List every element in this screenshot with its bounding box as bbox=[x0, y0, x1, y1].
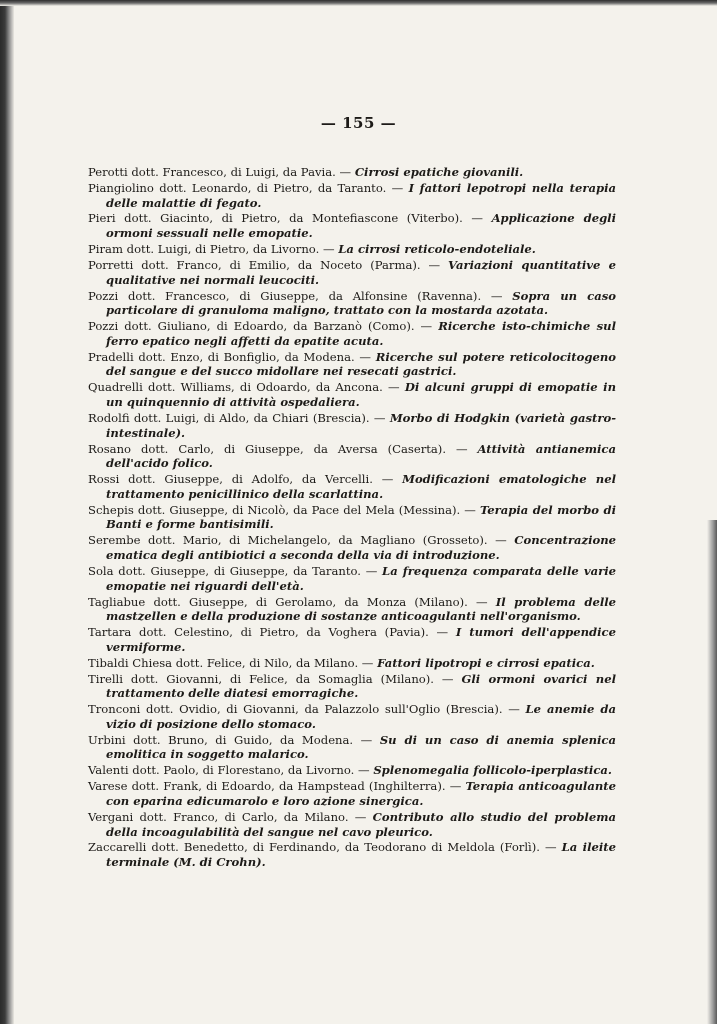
list-item bbox=[88, 810, 616, 839]
entry-title: Di alcuni gruppi di emopatie in un quinquennio di attività ospedaliera. bbox=[106, 380, 616, 410]
scan-edge-left bbox=[0, 0, 14, 1024]
entry-title: La cirrosi reticolo-endoteliale. bbox=[338, 242, 536, 257]
entry-author: Tronconi dott. Ovidio, di Giovanni, da Palazzolo sull'Oglio (Brescia). — bbox=[88, 702, 520, 717]
entry-title: Sopra un caso particolare di granuloma maligno, trattato con la mostarda azotata. bbox=[106, 288, 616, 318]
entry-author: Tagliabue dott. Giuseppe, di Gerolamo, da Monza (Milano). — bbox=[88, 594, 488, 609]
list-item bbox=[88, 258, 616, 287]
list-item bbox=[88, 472, 616, 501]
entry-title: La ileite terminale (M. di Crohn). bbox=[106, 840, 616, 870]
list-item bbox=[88, 181, 616, 210]
entry-author: Rosano dott. Carlo, di Giuseppe, da Aversa (Caserta). — bbox=[88, 441, 468, 456]
entry-title: Morbo di Hodgkin (varietà gastro-intestinale). bbox=[106, 410, 617, 440]
list-item bbox=[88, 779, 616, 808]
entry-author: Quadrelli dott. Williams, di Odoardo, da Ancona. — bbox=[88, 380, 400, 395]
entry-author: Schepis dott. Giuseppe, di Nicolò, da Pace del Mela (Messina). — bbox=[88, 502, 476, 517]
list-item bbox=[88, 625, 616, 654]
entry-title: Ricerche isto-chimiche sul ferro epatico negli affetti da epatite acuta. bbox=[106, 319, 616, 348]
list-item bbox=[88, 533, 616, 562]
entry-author: Piangiolino dott. Leonardo, di Pietro, da Taranto. — bbox=[88, 180, 404, 195]
entry-title: Concentrazione ematica degli antibiotici a seconda della via di introduzione. bbox=[106, 533, 617, 563]
entry-author: Piram dott. Luigi, di Pietro, da Livorno. — bbox=[88, 242, 335, 257]
entry-author: Zaccarelli dott. Benedetto, di Ferdinando, da Teodorano di Meldola (Forlì). — bbox=[88, 840, 557, 855]
list-item bbox=[88, 319, 616, 348]
entry-title: Contributo allo studio del problema della incoagulabilità del sangue nel cavo pleurico. bbox=[106, 809, 616, 839]
entry-author: Vergani dott. Franco, di Carlo, da Milano. — bbox=[88, 809, 367, 824]
entry-title: I tumori dell'appendice vermiforme. bbox=[106, 625, 616, 654]
entry-title: Su di un caso di anemia splenica emolitica in soggetto malarico. bbox=[106, 732, 617, 762]
entry-title: Le anemie da vizio di posizione dello stomaco. bbox=[106, 702, 616, 731]
entry-author: Serembe dott. Mario, di Michelangelo, da Magliano (Grosseto). — bbox=[88, 533, 507, 548]
entry-author: Tartara dott. Celestino, di Pietro, da Voghera (Pavia). — bbox=[88, 625, 449, 640]
list-item bbox=[88, 211, 616, 240]
entry-title: Fattori lipotropi e cirrosi epatica. bbox=[377, 655, 595, 670]
page-number: — 155 — bbox=[320, 114, 397, 132]
list-item bbox=[88, 564, 616, 593]
entry-list bbox=[88, 165, 616, 871]
entry-author: Pieri dott. Giacinto, di Pietro, da Montefiascone (Viterbo). — bbox=[88, 211, 483, 226]
entry-title: Attività antianemica dell'acido folico. bbox=[106, 441, 616, 471]
scan-edge-top bbox=[0, 0, 717, 6]
entry-title: Modificazioni ematologiche nel trattamento penicillinico della scarlattina. bbox=[106, 472, 617, 501]
entry-title: Applicazione degli ormoni sessuali nelle emopatie. bbox=[106, 211, 616, 241]
list-item bbox=[88, 242, 616, 257]
entry-title: Il problema delle mastzellen e della produzione di sostanze anticoagulanti nell'organismo. bbox=[106, 594, 617, 624]
entry-author: Rossi dott. Giuseppe, di Adolfo, da Vercelli. — bbox=[88, 472, 394, 487]
entry-author: Rodolfi dott. Luigi, di Aldo, da Chiari (Brescia). — bbox=[88, 410, 386, 425]
entry-author: Tirelli dott. Giovanni, di Felice, da Somaglia (Milano). — bbox=[88, 671, 454, 686]
entry-title: Gli ormoni ovarici nel trattamento delle diatesi emorragiche. bbox=[106, 671, 616, 701]
entry-author: Urbini dott. Bruno, di Guido, da Modena. — bbox=[88, 732, 373, 747]
list-item bbox=[88, 672, 616, 701]
entry-author: Pozzi dott. Francesco, di Giuseppe, da Alfonsine (Ravenna). — bbox=[88, 288, 503, 303]
entry-title: I fattori lepotropi nella terapia delle malattie di fegato. bbox=[106, 180, 616, 210]
entry-title: Terapia del morbo di Banti e forme bantisimili. bbox=[106, 502, 616, 532]
entry-author: Tibaldi Chiesa dott. Felice, di Nilo, da Milano. — bbox=[88, 655, 374, 670]
scan-edge-right bbox=[707, 520, 717, 1024]
list-item bbox=[88, 733, 616, 762]
entry-author: Sola dott. Giuseppe, di Giuseppe, da Taranto. — bbox=[88, 563, 378, 578]
entry-title: La frequenza comparata delle varie emopatie nei riguardi dell'età. bbox=[106, 563, 616, 593]
list-item bbox=[88, 350, 616, 379]
list-item bbox=[88, 289, 616, 318]
entry-author: Pradelli dott. Enzo, di Bonfiglio, da Modena. — bbox=[88, 349, 371, 364]
entry-author: Valenti dott. Paolo, di Florestano, da Livorno. — bbox=[88, 763, 370, 778]
entry-title: Terapia anticoagulante con eparina edicumarolo e loro azione sinergica. bbox=[106, 779, 616, 808]
entry-author: Porretti dott. Franco, di Emilio, da Noceto (Parma). — bbox=[88, 257, 441, 272]
list-item bbox=[88, 503, 616, 532]
list-item bbox=[88, 442, 616, 471]
entry-title: Cirrosi epatiche giovanili. bbox=[354, 165, 524, 179]
list-item bbox=[88, 595, 616, 624]
entry-author: Perotti dott. Francesco, di Luigi, da Pavia. — bbox=[88, 165, 352, 179]
list-item bbox=[88, 763, 616, 778]
entry-title: Variazioni quantitative e qualitative nei normali leucociti. bbox=[106, 257, 616, 287]
list-item bbox=[88, 840, 616, 869]
entry-title: Ricerche sul potere reticolocitogeno del sangue e del succo midollare nei resecati gastrici. bbox=[106, 349, 617, 379]
list-item bbox=[88, 380, 616, 409]
list-item bbox=[88, 702, 616, 731]
list-item bbox=[88, 411, 616, 440]
entry-author: Varese dott. Frank, di Edoardo, da Hampstead (Inghilterra). — bbox=[88, 779, 462, 794]
entry-author: Pozzi dott. Giuliano, di Edoardo, da Barzanò (Como). — bbox=[88, 319, 433, 334]
entry-title: Splenomegalia follicolo-iperplastica. bbox=[373, 763, 612, 778]
list-item bbox=[88, 656, 616, 671]
list-item bbox=[88, 165, 616, 180]
